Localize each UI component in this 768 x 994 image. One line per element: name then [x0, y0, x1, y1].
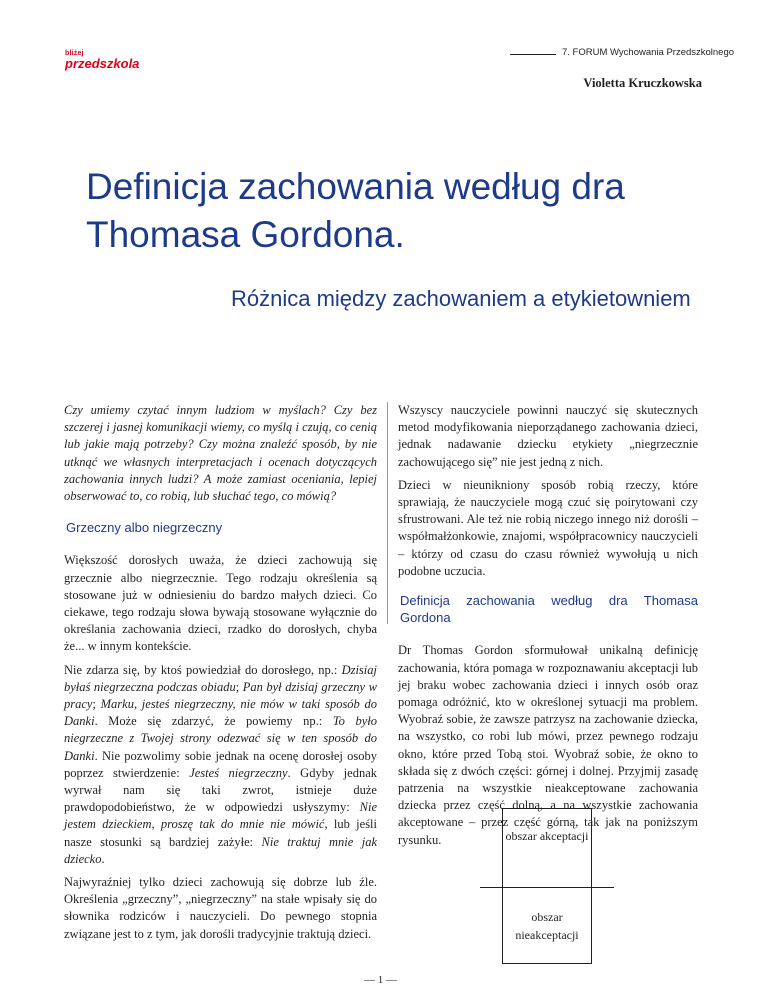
logo-big-text: przedszkola — [65, 56, 140, 71]
intro-paragraph: Czy umiemy czytać innym ludziom w myślach? Czy bez szczerej i jasnej komunikacji wiemy, co myślą i czują, co cenią lub jakie mają potrzeby? Czy można znaleźć sposób, by nie utknąć we własnych interpretacjach i ocenach dotyczących zachowania innych ludzi? A może zamiast oceniania, lepiej obserwować to, co robią, lub słuchać tego, co mówią? — [64, 403, 377, 504]
acceptance-area-label: obszar akceptacji — [505, 829, 589, 843]
body-paragraph: Dr Thomas Gordon sformułował unikalną definicję zachowania, która pomaga w rozpoznawaniu akceptacji lub jej braku wobec zachowania dzieci i innych osób oraz pomaga odróżnić, kto w określonej sytuacji ma problem. Wyobraź sobie, że zawsze patrzysz na zachowanie dziecka, na wszystko, co robi lub mówi, przez pewnego rodzaju okno, które przed Tobą stoi. Wyobraź sobie, że okno to składa się z dwóch części: górnej i dolnej. Przyjmij zasadę patrzenia na wszystkie nieakceptowane zachowania dziecka przez część dolną, a na wszystkie zachowania akceptowane – przez część górną, tak jak na poniższym rysunku. — [398, 643, 698, 847]
text-span: , lub jeśli nasze stosunki są bardziej zażyłe: — [64, 817, 377, 849]
author-name: Violetta Kruczkowska — [583, 76, 702, 90]
logo-small-text: bliżej — [65, 50, 84, 57]
quote-span: Dzisiaj byłaś niegrzeczna podczas obiadu — [64, 662, 377, 694]
section-heading-grzeczny: Grzeczny albo niegrzeczny — [66, 520, 223, 536]
quote-span: Marku, jesteś niegrzeczny, nie mów w taki sposób do Danki — [64, 697, 377, 729]
quote-span: Nie jestem dzieckiem, proszę tak do mnie nie mówić — [64, 800, 377, 832]
body-paragraph: Najwyraźniej tylko dzieci zachowują się dobrze lub źle. Określenia „grzeczny”, „niegrzeczny” na stałe wpisały się do słownika rodziców i nauczycieli. Do pewnego stopnia związane jest to z tym, jak dorośli tradycyjnie traktują dzieci. — [64, 875, 377, 941]
window-divider-line — [480, 887, 614, 888]
body-paragraph: Wszyscy nauczyciele powinni nauczyć się skutecznych metod modyfikowania nieporządanego zachowania dzieci, jednak nadawanie dziecku etykiety „niegrzecznie zachowującego się” nie jest jedną z nich. — [398, 403, 698, 469]
quote-span: Nie traktuj mnie jak dziecko — [64, 834, 377, 866]
text-span: . Może się zdarzyć, że powiemy np.: — [94, 714, 333, 729]
text-span: ; — [235, 679, 243, 694]
right-column — [398, 402, 698, 855]
quote-span: Pan był dzisiaj grzeczny w pracy — [64, 679, 377, 712]
text-span: Nie zdarza się, by ktoś powiedział do dorosłego, np.: — [64, 662, 342, 677]
text-span: ; — [92, 697, 101, 712]
text-span: . Nie pozwolimy sobie jednak na ocenę dorosłej osoby poprzez stwierdzenie: — [64, 748, 377, 780]
quote-span: Jesteś niegrzeczny — [189, 765, 288, 780]
behavior-window-diagram — [480, 808, 614, 964]
article-subtitle: Różnica między zachowaniem a etykietowniem — [231, 286, 691, 311]
section-heading-definicja: Definicja zachowania według dra Thomasa Gordona — [400, 593, 698, 626]
body-paragraph: Większość dorosłych uważa, że dzieci zachowują się grzecznie albo niegrzecznie. Tego rodzaju określenia są stosowane już w odniesieniu do bardzo małych dzieci. Co ciekawe, tego rodzaju słowa bywają stosowane wyłącznie do określania zachowania dzieci, rzadko do dorosłych, chyba że... w innym kontekście. — [64, 553, 377, 654]
column-divider — [387, 402, 388, 624]
article-title: Definicja zachowania według dra Thomasa Gordona. — [86, 166, 625, 255]
text-span: . — [101, 851, 105, 866]
forum-header: 7. FORUM Wychowania Przedszkolnego — [562, 47, 735, 58]
nonacceptance-area-label: obszar nieakceptacji — [515, 910, 579, 942]
body-paragraph: Dzieci w nieunikniony sposób robią rzeczy, które sprawiają, że nauczyciele mogą czuć się poirytowani czy sfrustrowani. Ale też nie robią niczego innego niż dorośli – współmałżonkowie, znajomi, współpracownicy nauczycieli – którzy od czasu do czasu również wywołują u nich podobne uczucia. — [398, 477, 698, 578]
quote-span: To było niegrzeczne z Twojej strony odezwać się w ten sposób do Danki — [64, 714, 378, 763]
header-rule — [510, 54, 556, 55]
text-span: . Gdyby jednak wyrwał nam się taki zwrot, istnieje duże prawdopodobieństwo, że w odpowiedzi usłyszymy: — [64, 765, 377, 815]
left-column — [64, 402, 377, 949]
body-paragraph-examples — [64, 662, 377, 868]
page-number: — 1 — — [364, 974, 397, 986]
magazine-logo — [65, 50, 139, 70]
